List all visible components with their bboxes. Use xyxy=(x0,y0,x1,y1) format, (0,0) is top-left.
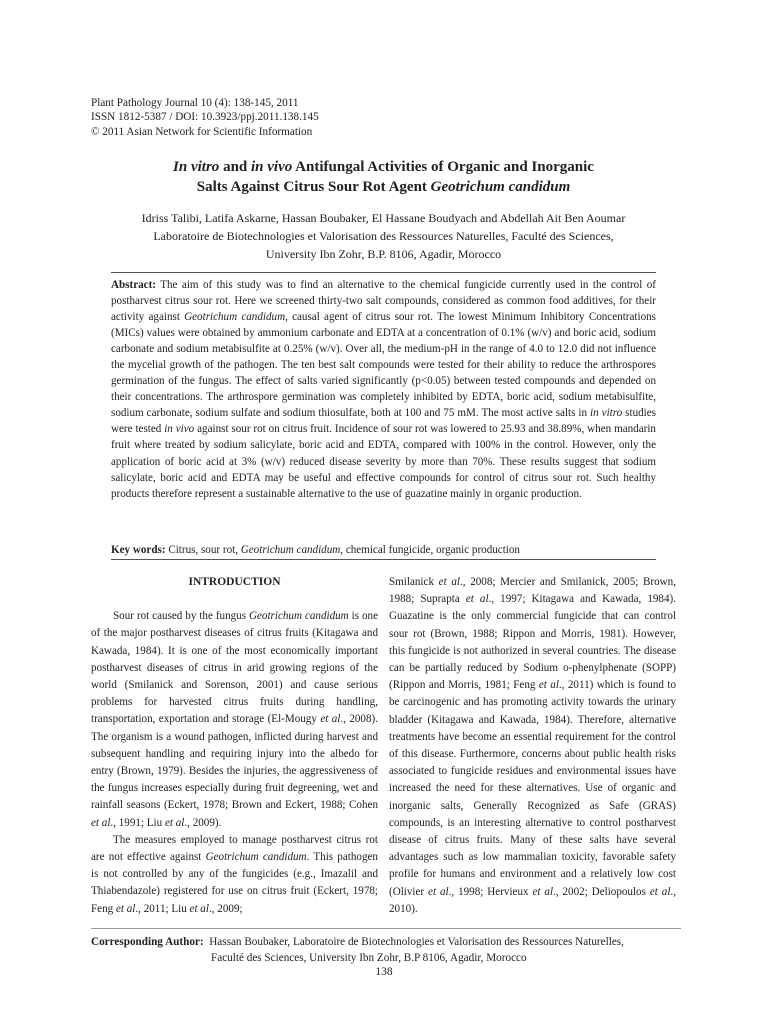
paper-title xyxy=(91,157,676,197)
journal-meta xyxy=(91,96,319,139)
left-column xyxy=(91,574,378,918)
abstract-label: Abstract: xyxy=(111,279,156,291)
corresponding-author-line-1: Hassan Boubaker, Laboratoire de Biotechnologies et Valorisation des Ressources Naturelles, xyxy=(203,936,624,948)
abstract-italic-1: Geotrichum candidum xyxy=(184,311,286,324)
affiliation-line-2: University Ibn Zohr, B.P. 8106, Agadir, Morocco xyxy=(265,247,502,261)
keywords-text-1: Citrus, sour rot, xyxy=(165,544,241,556)
journal-line: Plant Pathology Journal 10 (4): 138-145, 2011 xyxy=(91,97,299,109)
intro-paragraph-1: Sour rot caused by the fungus Geotrichum candidum is one of the major postharvest diseases of citrus fruits (Kitagawa and Kawada, 1984). It is one of the most economically important postharvest diseases of citrus in arid growing regions of the world (Smilanick and Sorenson, 2001) and cause serious problems for harvested citrus fruits during handling, transportation, exportation and storage (El-Mougy et al., 2008). The organism is a wound pathogen, inflicted during harvest and subsequent handling and requiring injury into the albedo for entry (Brown, 1979). Besides the injuries, the aggressiveness of the fungus increases especially during fruit degreening, wet and rainfall seasons (Eckert, 1978; Brown and Eckert, 1988; Cohen et al., 1991; Liu et al., 2009). xyxy=(91,610,378,829)
keywords-label: Key words: xyxy=(111,544,166,556)
abstract-text-2: , causal agent of citrus sour rot. The lowest Minimum Inhibitory Concentrations (MICs) values were obtained by ammonium carbonate and EDTA at a concentration of 0.1% (w/v) and boric acid, sodium carbonate and sodium metabisulfite at 0.25% (w/v). Over all, the medium-pH in the range of 4.0 to 12.0 did not influence the mycelial growth of the pathogen. The ten best salt compounds were tested for their ability to reduce the arthrospores germination of the fungus. The effect of salts varied significantly (p<0.05) between tested compounds and depended on their concentrations. The arthrospore germination was completely inhibited by EDTA, boric acid, sodium metabisulfite, sodium carbonate, sodium sulfate and sodium thiosulfate, both at 100 and 75 mM. The most active salts in xyxy=(111,311,656,420)
author-names: Idriss Talibi, Latifa Askarne, Hassan Boubaker, El Hassane Boudyach and Abdellah Ait Ben Aoumar xyxy=(141,211,626,225)
copyright-line: © 2011 Asian Network for Scientific Information xyxy=(91,125,313,138)
abstract-italic-3: in vivo xyxy=(164,423,195,436)
corresponding-author-label: Corresponding Author: xyxy=(91,936,204,948)
footer-rule xyxy=(91,928,681,929)
title-and: and xyxy=(219,159,251,175)
corresponding-author xyxy=(91,934,681,966)
page-number: 138 xyxy=(375,966,393,978)
corresponding-author-line-2: Faculté des Sciences, University Ibn Zohr, B.P 8106, Agadir, Morocco xyxy=(211,952,527,964)
abstract-text-3: studies were tested xyxy=(111,407,656,436)
keywords-bottom-rule xyxy=(111,559,656,560)
title-italic-in-vitro: In vitro xyxy=(173,159,220,175)
issn-doi-line: ISSN 1812-5387 / DOI: 10.3923/ppj.2011.138.145 xyxy=(91,111,319,124)
abstract-top-rule xyxy=(111,272,656,273)
title-line2-italic: Geotrichum candidum xyxy=(430,179,571,195)
intro-paragraph-continued: Smilanick et al., 2008; Mercier and Smilanick, 2005; Brown, 1988; Suprapta et al., 1997; Kitagawa and Kawada, 1984). Guazatine is the only commercial fungicide that can control sour rot (Brown, 1988; Rippon and Morris, 1981). However, this fungicide is not authorized in several countries. The disease can be partially reduced by Sodium o-phenylphenate (SOPP) (Rippon and Morris, 1981; Feng et al., 2011) which is found to be carcinogenic and has promoting activity towards the urinary bladder (Kitagawa and Kawada, 1984). Therefore, alternative treatments have become an essential requirement for the control of this disease. Furthermore, concerns about public health risks associated to fungicide residues and environmental issues have increased the need for these alternatives. Use of organic and inorganic salts, Generally Recognized as Safe (GRAS) compounds, is an interesting alternative to control postharvest disease of citrus fruits. Many of these salts have several advantages such as low mammalian toxicity, favorable safety profile for humans and environment and a relatively low cost (Olivier et al., 1998; Hervieux et al., 2002; Deliopoulos et al., 2010). xyxy=(389,576,676,915)
section-heading-introduction: INTRODUCTION xyxy=(188,576,281,588)
title-line1-rest: Antifungal Activities of Organic and Inorganic xyxy=(292,159,594,175)
abstract xyxy=(111,277,656,502)
abstract-italic-2: in vitro xyxy=(590,407,623,420)
title-line2-text: Salts Against Citrus Sour Rot Agent xyxy=(196,179,431,195)
affiliation-line-1: Laboratoire de Biotechnologies et Valorisation des Ressources Naturelles, Faculté des Sciences, xyxy=(153,229,614,243)
title-italic-in-vivo: in vivo xyxy=(251,159,293,175)
abstract-text-4: against sour rot on citrus fruit. Incidence of sour rot was lowered to 25.93 and 38.89%, when mandarin fruit where treated by sodium salicylate, boric acid and EDTA, compared with 100% in the control. However, only the application of boric acid at 3% (w/v) reduced disease severity by more than 70%. These results suggest that sodium salicylate, boric acid and EDTA may be useful and effective compounds for control of citrus sour rot. Such healthy products therefore represent a sustainable alternative to the use of guazatine mainly in organic production. xyxy=(111,423,656,500)
keywords xyxy=(111,543,656,558)
abstract-text-1: The aim of this study was to find an alternative to the chemical fungicide currently used in the control of postharvest citrus sour rot. Here we screened thirty-two salt compounds, considered as common food additives, for their activity against xyxy=(111,279,656,324)
author-block xyxy=(91,209,676,263)
keywords-italic: Geotrichum candidum xyxy=(240,544,341,556)
right-column xyxy=(389,574,676,918)
intro-paragraph-2: The measures employed to manage postharvest citrus rot are not effective against Geotrichum candidum. This pathogen is not controlled by any of the fungicides (e.g., Imazalil and Thiabendazole) registered for use on citrus fruit (Eckert, 1978; Feng et al., 2011; Liu et al., 2009; xyxy=(91,833,378,915)
keywords-text-2: , chemical fungicide, organic production xyxy=(340,544,520,556)
